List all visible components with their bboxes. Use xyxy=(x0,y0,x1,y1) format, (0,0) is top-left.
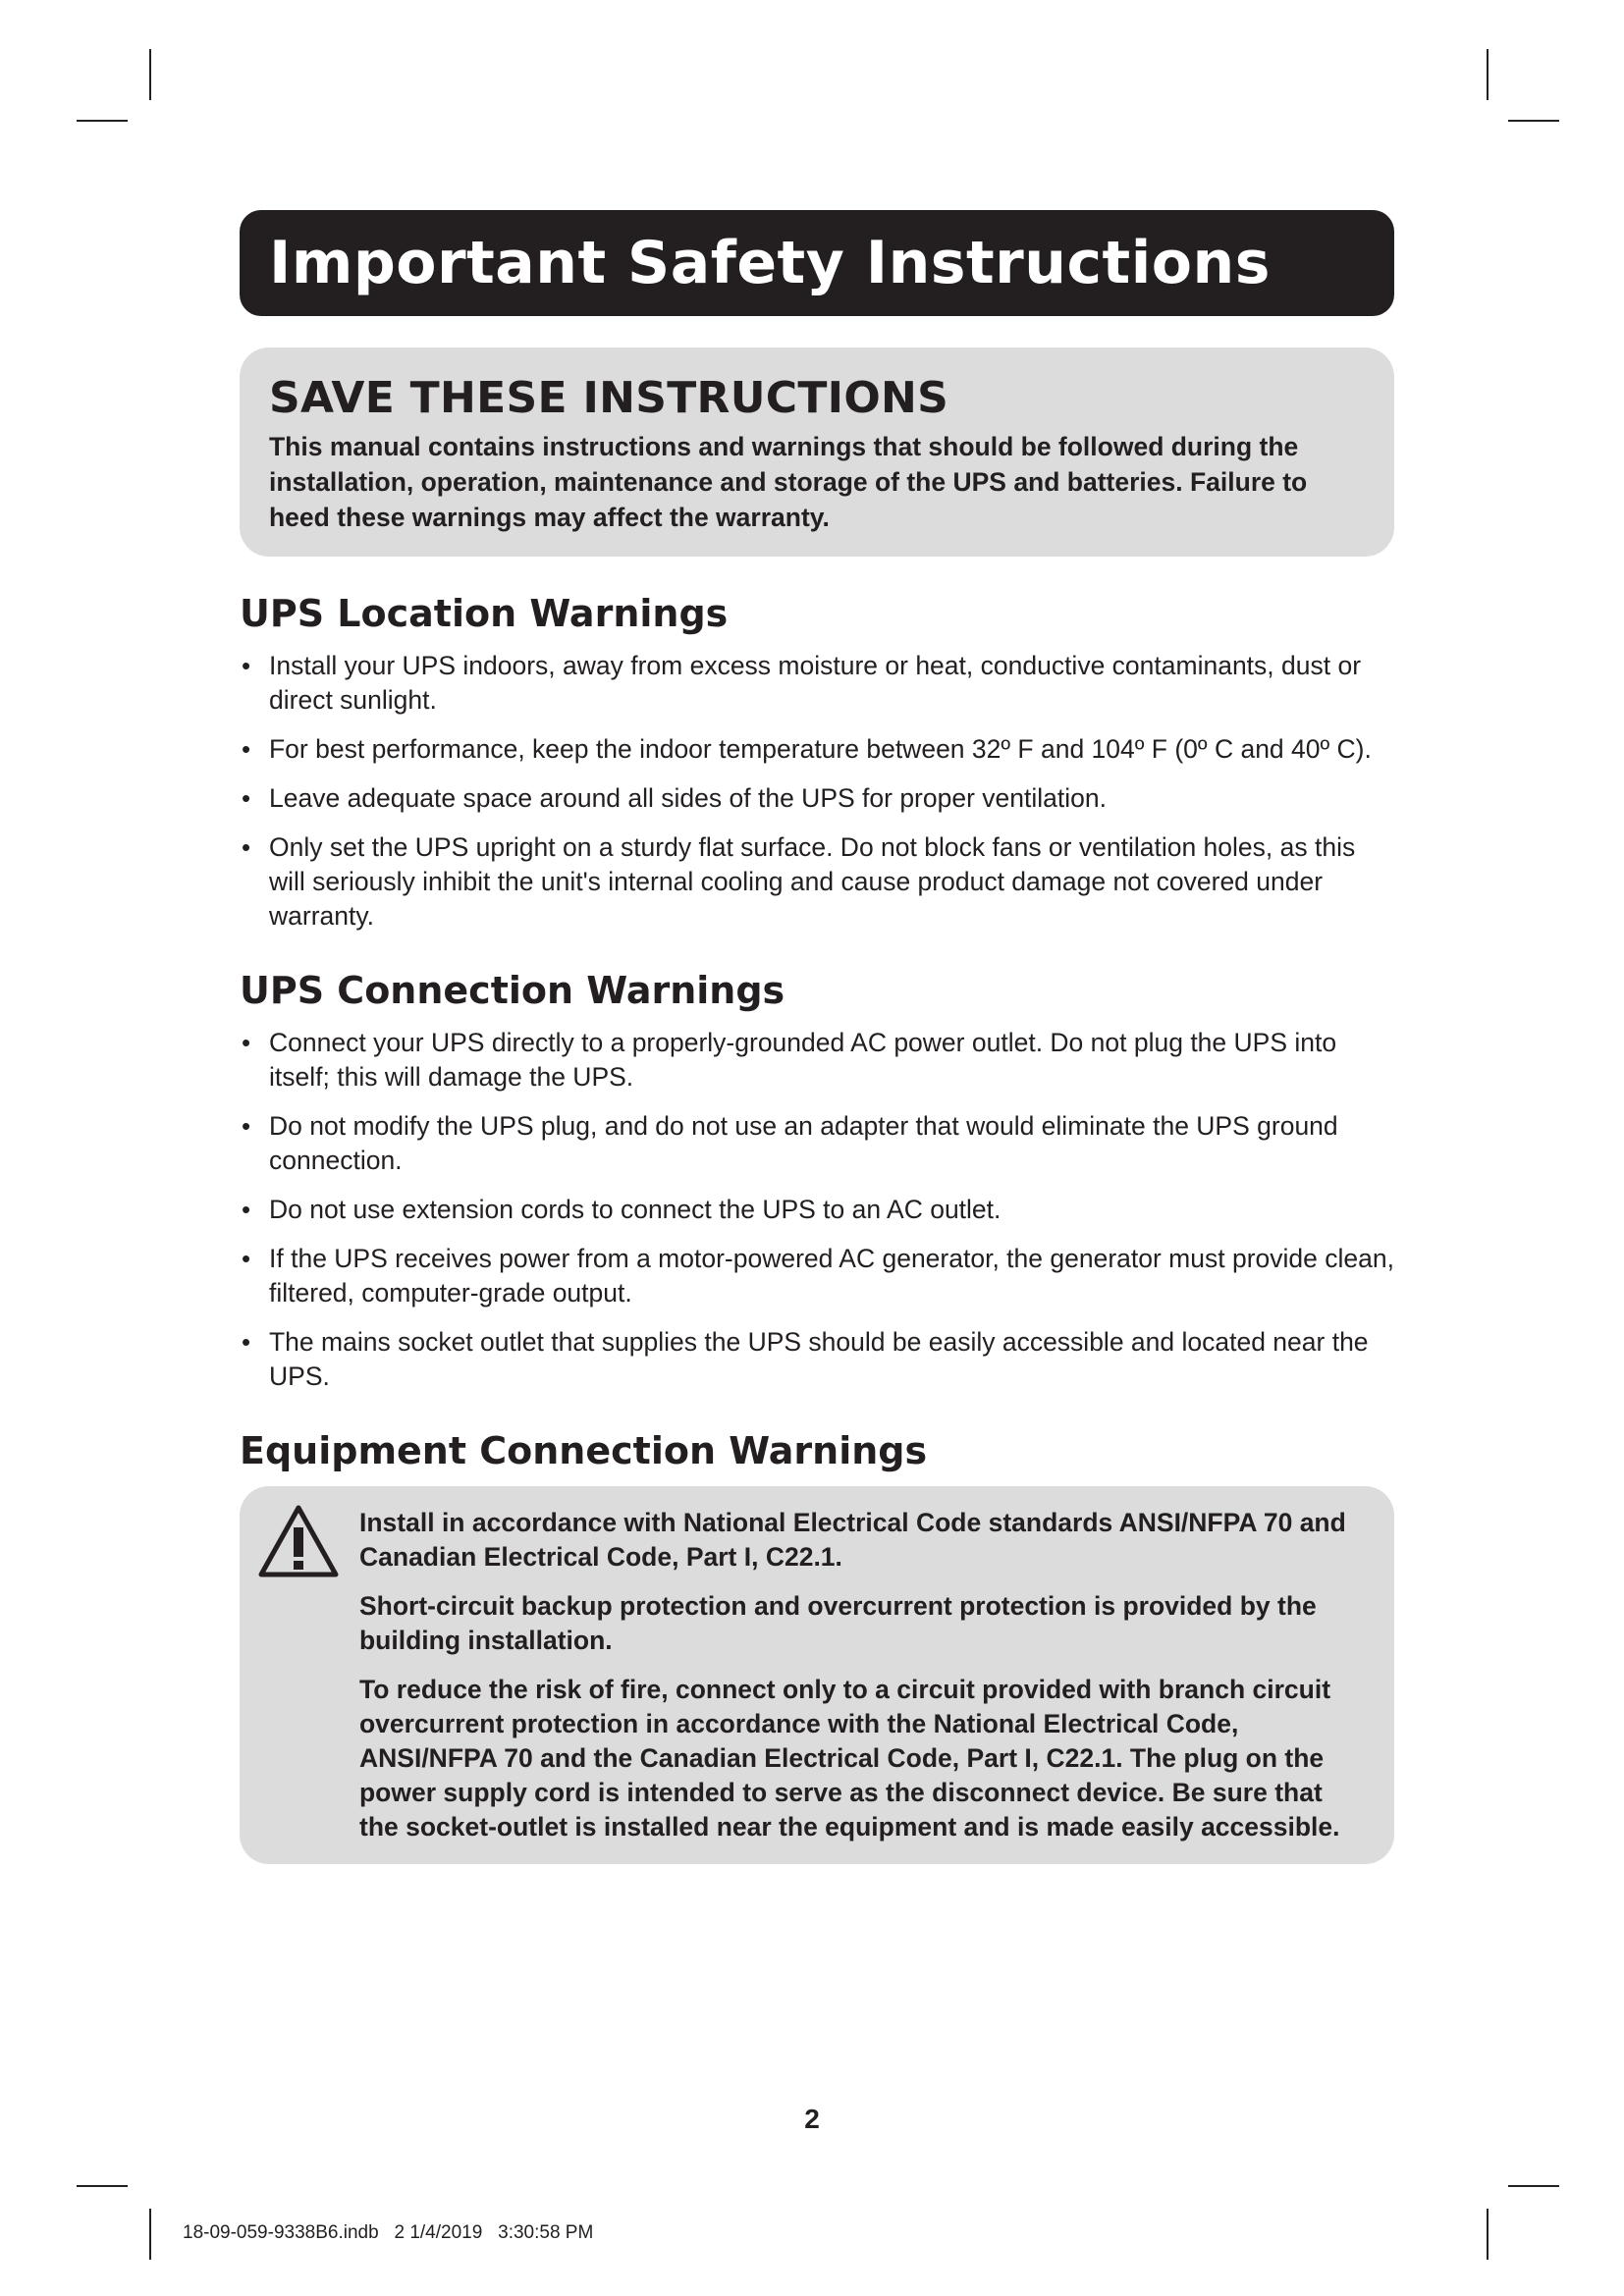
crop-mark xyxy=(1508,120,1559,122)
page-title: Important Safety Instructions xyxy=(269,229,1271,297)
crop-mark xyxy=(77,2185,128,2187)
connection-warnings-list xyxy=(240,1026,1394,1394)
list-item: • Do not use extension cords to connect the UPS to an AC outlet. xyxy=(240,1193,1394,1227)
crop-mark xyxy=(1508,2185,1559,2187)
save-instructions-box xyxy=(240,347,1394,557)
list-item: • Leave adequate space around all sides of the UPS for proper ventilation. xyxy=(240,781,1394,816)
equipment-paragraph: Short-circuit backup protection and overcurrent protection is provided by the building installation. xyxy=(359,1591,1317,1655)
crop-mark xyxy=(1487,2209,1489,2260)
connection-heading: UPS Connection Warnings xyxy=(240,969,785,1012)
list-item: • If the UPS receives power from a motor-powered AC generator, the generator must provide clean, filtered, computer-grade output. xyxy=(240,1242,1394,1310)
crop-mark xyxy=(1487,49,1489,100)
crop-mark xyxy=(149,49,151,100)
warning-triangle-icon xyxy=(257,1504,340,1578)
crop-mark xyxy=(77,120,128,122)
list-item: • Do not modify the UPS plug, and do not use an adapter that would eliminate the UPS ground connection. xyxy=(240,1109,1394,1178)
list-item: • Connect your UPS directly to a properly-grounded AC power outlet. Do not plug the UPS into itself; this will damage the UPS. xyxy=(240,1026,1394,1095)
equipment-paragraph: To reduce the risk of fire, connect only to a circuit provided with branch circuit overcurrent protection in accordance with the National Electrical Code, ANSI/NFPA 70 and the Canadian Electrical Code, Part I, C22.1. The plug on the power supply cord is intended to serve as the disconnect device. Be sure that the socket-outlet is installed near the equipment and is made easily accessible. xyxy=(359,1675,1340,1842)
page-content xyxy=(240,210,1394,1864)
list-item: • The mains socket outlet that supplies the UPS should be easily accessible and located near the UPS. xyxy=(240,1325,1394,1394)
equipment-warning-box xyxy=(240,1486,1394,1864)
page-number: 2 xyxy=(804,2104,820,2134)
save-heading: SAVE THESE INSTRUCTIONS xyxy=(269,373,949,423)
print-slug: 18-09-059-9338B6.indb 2 1/4/2019 3:30:58 PM xyxy=(183,2222,594,2243)
location-heading: UPS Location Warnings xyxy=(240,592,729,635)
crop-mark xyxy=(149,2209,151,2260)
location-warnings-list xyxy=(240,649,1394,934)
list-item: • Install your UPS indoors, away from excess moisture or heat, conductive contaminants, dust or direct sunlight. xyxy=(240,649,1394,718)
save-body: This manual contains instructions and warnings that should be followed during the installation, operation, maintenance and storage of the UPS and batteries. Failure to heed these warnings may affect the warranty. xyxy=(269,432,1308,532)
equipment-heading: Equipment Connection Warnings xyxy=(240,1429,928,1472)
equipment-paragraph: Install in accordance with National Electrical Code standards ANSI/NFPA 70 and Canadian Electrical Code, Part I, C22.1. xyxy=(359,1508,1346,1572)
list-item: • Only set the UPS upright on a sturdy flat surface. Do not block fans or ventilation holes, as this will seriously inhibit the unit's internal cooling and cause product damage not covered under warranty. xyxy=(240,830,1394,934)
list-item: • For best performance, keep the indoor temperature between 32º F and 104º F (0º C and 40º C). xyxy=(240,732,1394,767)
title-bar xyxy=(240,210,1394,316)
